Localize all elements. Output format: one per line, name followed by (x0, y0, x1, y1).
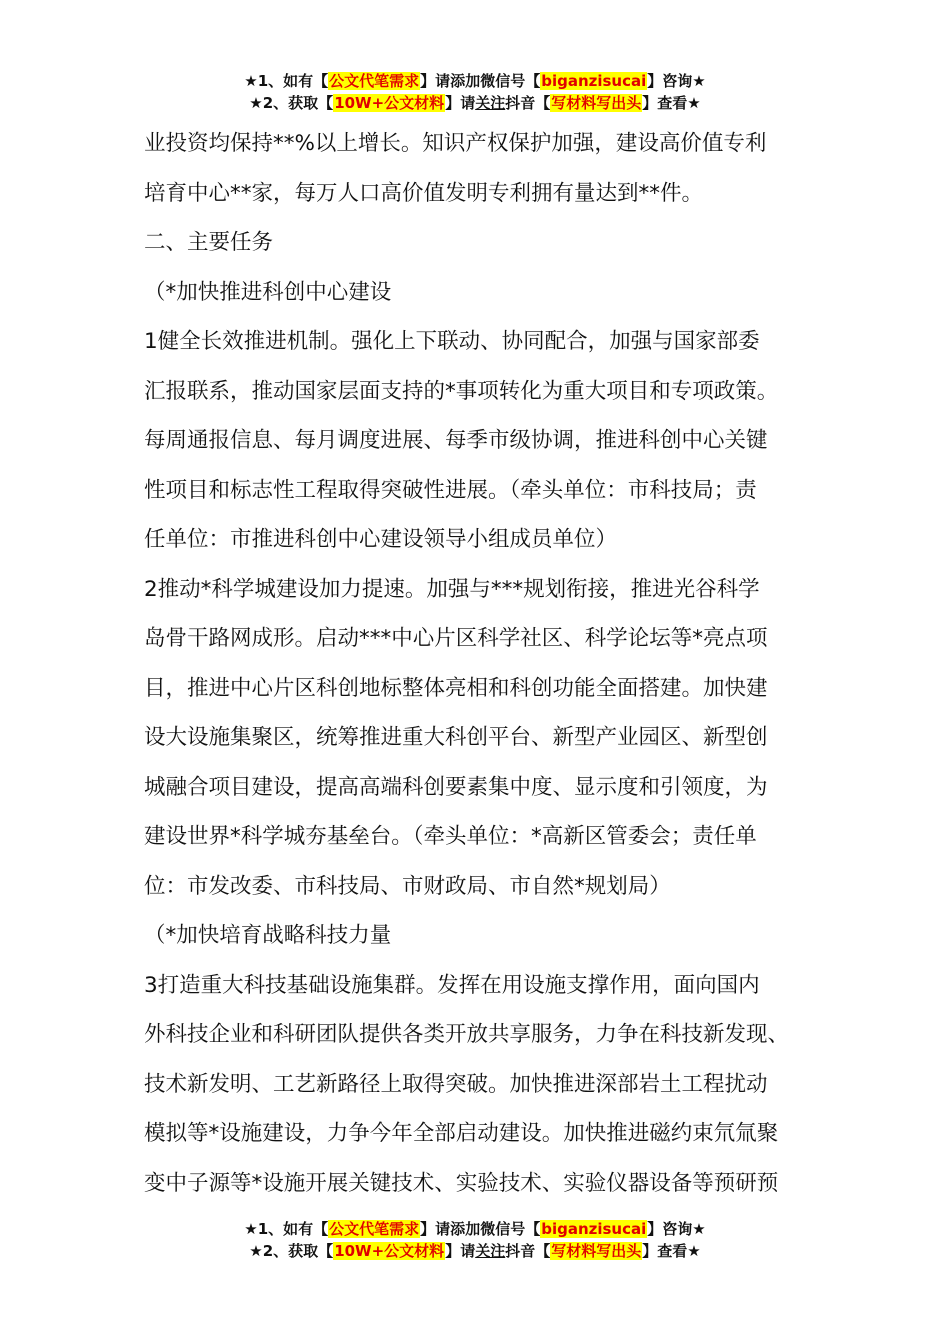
body-line: 培育中心**家，每万人口高价值发明专利拥有量达到**件。 (144, 180, 704, 206)
banner-line-2: ★2、获取【10W+公文材料】请关注抖音【写材料写出头】查看★ (249, 94, 701, 112)
body-line: 任单位：市推进科创中心建设领导小组成员单位） (144, 527, 618, 552)
footer-banner (0, 1218, 950, 1262)
section-heading: 二、主要任务 (144, 230, 274, 255)
highlight-service: 公文代笔需求 (329, 1220, 420, 1238)
body-line: 建设世界*科学城夯基垒台。（牵头单位：*高新区管委会；责任单 (144, 824, 757, 849)
body-line: 模拟等*设施建设，力争今年全部启动建设。加快推进磁约束氘氚聚 (144, 1121, 779, 1146)
body-line: 变中子源等*设施开展关键技术、实验技术、实验仪器设备等预研预 (144, 1170, 779, 1196)
body-line: 3打造重大科技基础设施集群。发挥在用设施支撑作用，面向国内 (144, 972, 760, 998)
highlight-service: 公文代笔需求 (329, 72, 420, 90)
banner-line-2: ★2、获取【10W+公文材料】请关注抖音【写材料写出头】查看★ (249, 1242, 701, 1260)
body-line: 目，推进中心片区科创地标整体亮相和科创功能全面搭建。加快建 (144, 675, 768, 701)
banner-line-1: ★1、如有【公文代笔需求】请添加微信号【biganzisucai】咨询★ (244, 1220, 706, 1238)
highlight-douyin: 写材料写出头 (551, 94, 642, 112)
body-line: 汇报联系，推动国家层面支持的*事项转化为重大项目和专项政策。 (144, 378, 779, 404)
body-line: 2推动*科学城建设加力提速。加强与***规划衔接，推进光谷科学 (144, 576, 760, 602)
subsection-heading: （*加快培育战略科技力量 (144, 923, 392, 948)
body-line: 外科技企业和科研团队提供各类开放共享服务，力争在科技新发现、 (144, 1022, 790, 1047)
header-banner (0, 70, 950, 114)
highlight-wechat-id: biganzisucai (541, 1220, 647, 1238)
banner-line-1: ★1、如有【公文代笔需求】请添加微信号【biganzisucai】咨询★ (244, 72, 706, 90)
body-line: 设大设施集聚区，统筹推进重大科创平台、新型产业园区、新型创 (144, 725, 768, 750)
body-line: 岛骨干路网成形。启动***中心片区科学社区、科学论坛等*亮点项 (144, 626, 768, 651)
body-line: 性项目和标志性工程取得突破性进展。（牵头单位：市科技局；责 (144, 477, 757, 503)
document-body (144, 119, 816, 1208)
body-line: 业投资均保持**%以上增长。知识产权保护加强，建设高价值专利 (144, 131, 767, 156)
body-line: 1健全长效推进机制。强化上下联动、协同配合，加强与国家部委 (144, 329, 760, 354)
body-line: 每周通报信息、每月调度进展、每季市级协调，推进科创中心关键 (144, 428, 768, 453)
body-line: 技术新发明、工艺新路径上取得突破。加快推进深部岩土工程扰动 (144, 1071, 768, 1097)
body-line: 城融合项目建设，提高高端科创要素集中度、显示度和引领度，为 (144, 774, 768, 800)
highlight-materials: 10W+公文材料 (334, 94, 445, 112)
subsection-heading: （*加快推进科创中心建设 (144, 279, 392, 305)
body-line: 位：市发改委、市科技局、市财政局、市自然*规划局） (144, 873, 671, 899)
highlight-douyin: 写材料写出头 (551, 1242, 642, 1260)
highlight-materials: 10W+公文材料 (334, 1242, 445, 1260)
highlight-wechat-id: biganzisucai (541, 72, 647, 90)
